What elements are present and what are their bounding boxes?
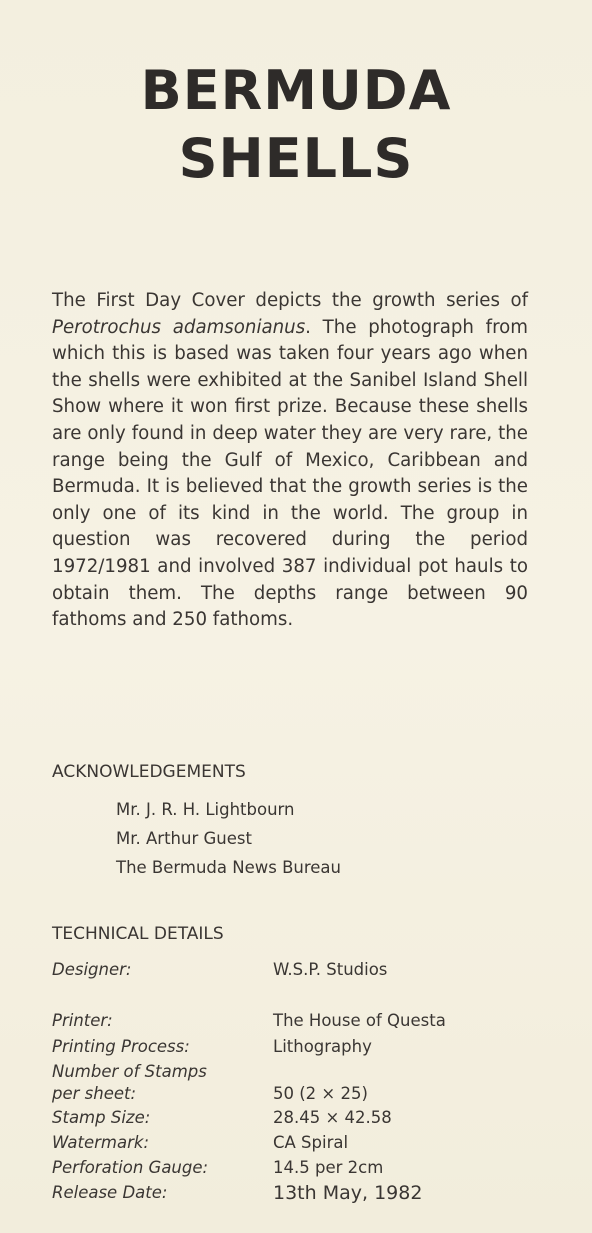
intro-text-rest: . The photograph from which this is based was taken four years ago when the shells were exhibited at the Sanibel Island Shell Show where it won first prize. Because these shells are only found in deep water they are very rare, the range being the Gulf of Mexico, Caribbean and Bermuda. It is believed that the growth series is the only one of its kind in the world. The group in question was recovered during the period 1972/1981 and involved 387 individual pot hauls to obtain them. The depths range between 90 fathoms and 250 fathoms. [52,316,528,631]
tech-label: per sheet: [52,1084,137,1103]
acknowledgements-heading: ACKNOWLEDGEMENTS [52,762,246,782]
tech-value: Lithography [273,1037,372,1056]
acknowledgements-list [116,795,341,882]
tech-value: CA Spiral [273,1133,349,1152]
title-line-1: BERMUDA [140,59,452,122]
tech-value: The House of Questa [273,1011,446,1030]
title-line-2: SHELLS [178,127,414,190]
species-name: Perotrochus adamsonianus [52,316,306,338]
tech-label: Perforation Gauge: [52,1158,209,1177]
tech-label: Number of Stamps [52,1062,207,1081]
acknowledgement-item: Mr. Arthur Guest [116,829,252,848]
acknowledgement-item: The Bermuda News Bureau [116,858,342,877]
technical-details-heading: TECHNICAL DETAILS [52,924,224,944]
tech-value: 28.45 × 42.58 [273,1108,392,1127]
tech-label: Printer: [52,1011,113,1030]
tech-value: 50 (2 × 25) [273,1084,368,1103]
tech-value: 13th May, 1982 [273,1182,423,1204]
tech-label: Stamp Size: [52,1108,151,1127]
tech-label: Release Date: [52,1183,168,1202]
tech-label: Designer: [52,960,132,979]
tech-label: Watermark: [52,1133,150,1152]
intro-text-start: The First Day Cover depicts the growth series of [52,290,528,311]
acknowledgement-item: Mr. J. R. H. Lightbourn [116,800,295,819]
tech-value: 14.5 per 2cm [273,1158,384,1177]
intro-paragraph [52,288,528,634]
tech-value: W.S.P. Studios [273,960,388,979]
tech-label: Printing Process: [52,1037,190,1056]
